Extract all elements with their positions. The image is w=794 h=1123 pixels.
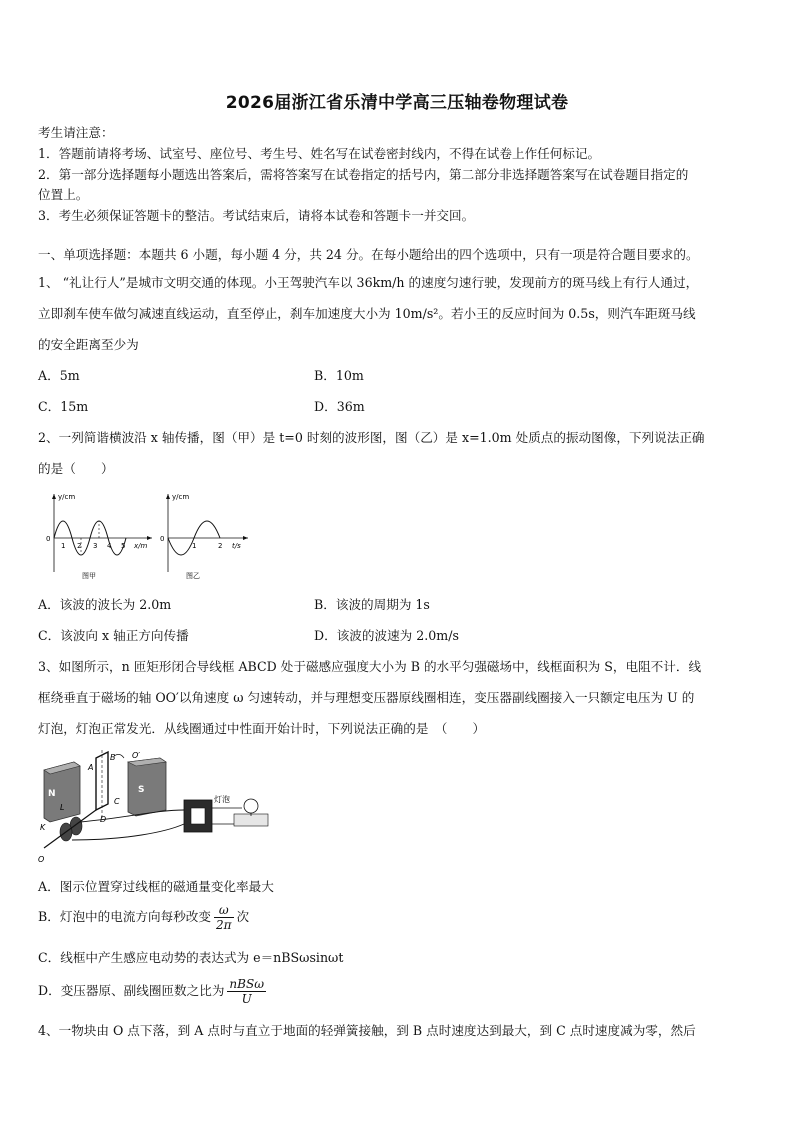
label-s: S [138, 785, 145, 795]
q3-option-b-fraction [214, 903, 234, 932]
q1-stem-line-2: 立即刹车使车做匀减速直线运动，直至停止，刹车加速度大小为 10m/s²。若小王的反应时间为 0.5s，则汽车距斑马线 [38, 306, 696, 321]
label-b: B [110, 753, 116, 762]
q2-option-b: B．该波的周期为 1s [314, 597, 430, 612]
notice-item-1: 1．答题前请将考场、试室号、座位号、考生号、姓名写在试卷密封线内，不得在试卷上作任何标记。 [38, 146, 601, 161]
origin-label: 0 [160, 535, 165, 543]
t-axis-label: t/s [232, 542, 241, 550]
q3-option-b-text: B．灯泡中的电流方向每秒改变 [38, 909, 211, 924]
fraction-denominator: U [241, 992, 252, 1006]
x-tick-2: 2 [77, 542, 82, 550]
label-n: N [48, 789, 56, 799]
x-tick-3: 3 [93, 542, 98, 550]
label-d: D [100, 815, 107, 824]
label-l: L [60, 803, 65, 812]
fraction-numerator: ω [214, 903, 234, 918]
q3-stem-line-1: 3、如图所示，n 匝矩形闭合导线框 ABCD 处于磁感应强度大小为 B 的水平匀强磁场中，线框面积为 S，电阻不计．线 [38, 659, 702, 674]
label-o: O [38, 855, 45, 864]
origin-label: 0 [46, 535, 51, 543]
q3-stem-line-2: 框绕垂直于磁场的轴 OO′以角速度 ω 匀速转动，并与理想变压器原线圈相连，变压器副线圈接入一只额定电压为 U 的 [38, 690, 695, 705]
q1-stem-line-3: 的安全距离至少为 [38, 337, 139, 352]
x-tick-5: 5 [121, 542, 126, 550]
q2-option-a: A．该波的波长为 2.0m [38, 597, 172, 612]
q4-stem-line-1: 4、一物块由 O 点下落，到 A 点时与直立于地面的轻弹簧接触，到 B 点时速度达到最大，到 C 点时速度减为零，然后 [38, 1023, 696, 1038]
section-heading: 一、单项选择题：本题共 6 小题，每小题 4 分，共 24 分。在每小题给出的四个选项中，只有一项是符合题目要求的。 [38, 247, 699, 262]
label-c: C [114, 797, 120, 806]
rotation-arrow [114, 754, 124, 758]
fraction-denominator: 2π [215, 918, 232, 932]
y-axis-arrow [52, 494, 56, 499]
vibration-graph-yi [158, 490, 258, 580]
x-tick-4: 4 [107, 542, 112, 550]
q1-stem-line-1: 1、 “礼让行人”是城市文明交通的体现。小王驾驶汽车以 36km/h 的速度匀速行驶，发现前方的斑马线上有行人通过， [38, 275, 699, 290]
magnet-s-pole [128, 758, 166, 816]
q2-stem-line-2: 的是（ ） [38, 461, 114, 476]
x-axis-arrow [147, 536, 152, 540]
transformer-window [191, 808, 205, 824]
label-a: A [88, 763, 94, 772]
x-tick-1: 1 [61, 542, 66, 550]
bulb-icon [244, 799, 258, 813]
q3-option-b-suffix: 次 [236, 909, 250, 924]
q3-stem-line-3: 灯泡，灯泡正常发光．从线圈通过中性面开始计时，下列说法正确的是 （ ） [38, 721, 486, 736]
q1-option-c: C．15m [38, 399, 89, 414]
q3-option-d-fraction [227, 977, 266, 1006]
fraction-numerator: nBSω [229, 977, 264, 991]
y-axis-label: y/cm [172, 493, 190, 501]
q1-option-b: B．10m [314, 368, 364, 383]
wire-lower [72, 824, 184, 840]
q2-option-d: D．该波的波速为 2.0m/s [314, 628, 459, 643]
q2-option-c: C．该波向 x 轴正方向传播 [38, 628, 189, 643]
notice-heading: 考生请注意： [38, 125, 114, 140]
figure-caption: 图甲 [82, 572, 96, 580]
generator-transformer-figure [36, 748, 276, 866]
wave-graph-jia [40, 490, 160, 580]
t-tick-1: 1 [192, 542, 197, 550]
q1-option-a: A．5m [38, 368, 80, 383]
y-axis-label: y/cm [58, 493, 76, 501]
notice-item-2: 2．第一部分选择题每小题选出答案后，需将答案写在试卷指定的括号内，第二部分非选择题答案写在试卷题目指定的 [38, 167, 689, 182]
notice-item-3: 3．考生必须保证答题卡的整洁。考试结束后，请将本试卷和答题卡一并交回。 [38, 208, 475, 223]
label-o-prime: O′ [132, 751, 141, 760]
bulb-label: 灯泡 [214, 795, 230, 804]
q3-option-b [38, 903, 249, 932]
t-tick-2: 2 [218, 542, 223, 550]
q3-option-a: A．图示位置穿过线框的磁通量变化率最大 [38, 879, 274, 894]
q2-stem-line-1: 2、一列简谐横波沿 x 轴传播，图（甲）是 t=0 时刻的波形图，图（乙）是 x=1.0m 处质点的振动图像，下列说法正确 [38, 430, 705, 445]
q3-option-d-text: D．变压器原、副线圈匝数之比为 [38, 983, 225, 998]
notice-item-2-cont: 位置上。 [38, 187, 89, 202]
t-axis-arrow [243, 536, 248, 540]
q3-option-d [38, 977, 269, 1006]
x-axis-label: x/m [134, 542, 148, 550]
q1-option-d: D．36m [314, 399, 365, 414]
figure-caption: 图乙 [186, 572, 200, 580]
label-k: K [40, 823, 46, 832]
y-axis-arrow [166, 494, 170, 499]
q3-option-c: C．线框中产生感应电动势的表达式为 e＝nBSωsinωt [38, 950, 344, 965]
page-title: 2026届浙江省乐清中学高三压轴卷物理试卷 [225, 93, 569, 113]
